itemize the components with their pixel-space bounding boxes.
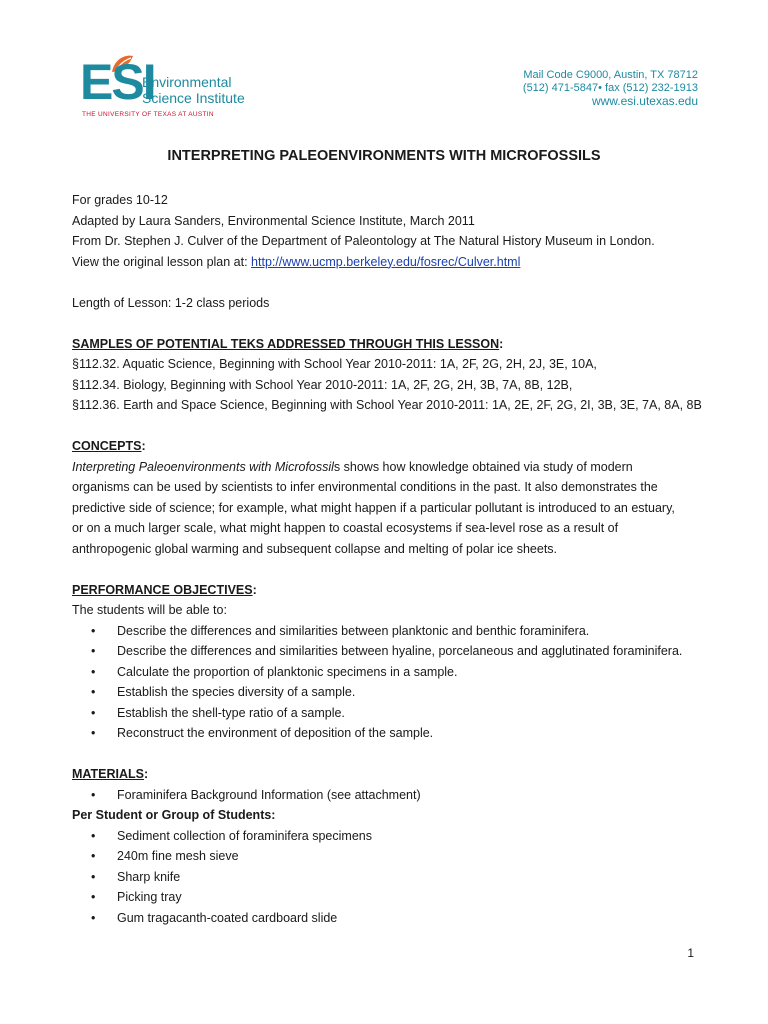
website[interactable]: www.esi.utexas.edu xyxy=(591,94,698,108)
objectives-heading: PERFORMANCE OBJECTIVES xyxy=(72,582,253,597)
concepts-line: anthropogenic global warming and subsequent collapse and melting of polar ice sheets. xyxy=(72,541,558,556)
contact-block xyxy=(523,69,698,108)
original-lesson-link[interactable]: http://www.ucmp.berkeley.edu/fosrec/Culver.html xyxy=(251,254,521,269)
concepts-line: organisms can be used by scientists to infer environmental conditions in the past. It also demonstrates the xyxy=(72,480,658,494)
list-item: • Describe the differences and similarities between planktonic and benthic foraminifera. xyxy=(91,623,590,638)
intro-adapted: Adapted by Laura Sanders, Environmental Science Institute, March 2011 xyxy=(72,213,475,228)
teks-heading: SAMPLES OF POTENTIAL TEKS ADDRESSED THROUGH THIS LESSON xyxy=(72,336,500,351)
objectives-lead: The students will be able to: xyxy=(72,603,227,617)
list-item: • Picking tray xyxy=(91,890,182,904)
list-item: • Reconstruct the environment of deposition of the sample. xyxy=(91,726,434,740)
phone-fax: (512) 471-5847• fax (512) 232-1913 xyxy=(522,82,698,94)
materials-heading-line: MATERIALS: xyxy=(72,767,149,781)
esi-logo xyxy=(80,54,280,124)
list-item: • Foraminifera Background Information (see attachment) xyxy=(91,787,421,802)
intro-grades: For grades 10-12 xyxy=(72,193,168,207)
list-item: • 240m fine mesh sieve xyxy=(91,849,239,863)
concepts-line: Interpreting Paleoenvironments with Microfossils shows how knowledge obtained via study of modern xyxy=(72,459,633,474)
page-number: 1 xyxy=(687,946,694,960)
logo-subtitle: THE UNIVERSITY OF TEXAS AT AUSTIN xyxy=(82,111,214,118)
intro-source: From Dr. Stephen J. Culver of the Department of Paleontology at The Natural History Museum in London. xyxy=(72,234,655,248)
concepts-line: or on a much larger scale, what might happen to coastal ecosystems if sea-level rose as a result of xyxy=(72,521,619,535)
list-item: • Establish the species diversity of a sample. xyxy=(91,685,356,699)
intro-view-link-line xyxy=(72,252,712,273)
view-prefix: View the original lesson plan at: xyxy=(72,254,252,269)
list-item: • Establish the shell-type ratio of a sample. xyxy=(91,705,345,720)
list-item: • Calculate the proportion of planktonic specimens in a sample. xyxy=(91,664,458,679)
objectives-heading-line: PERFORMANCE OBJECTIVES: xyxy=(72,582,257,597)
document-title: INTERPRETING PALEOENVIRONMENTS WITH MICROFOSSILS xyxy=(167,148,601,164)
logo-line-2: Science Institute xyxy=(142,90,245,106)
teks-item: §112.34. Biology, Beginning with School Year 2010-2011: 1A, 2F, 2G, 2H, 3B, 7A, 8B, 12B, xyxy=(72,377,573,392)
lesson-length: Length of Lesson: 1-2 class periods xyxy=(72,295,270,310)
materials-heading: MATERIALS xyxy=(72,767,144,781)
teks-item: §112.32. Aquatic Science, Beginning with School Year 2010-2011: 1A, 2F, 2G, 2H, 2J, 3E, 10A, xyxy=(72,357,597,371)
concepts-italic-title: Interpreting Paleoenvironments with Microfossil xyxy=(72,459,334,474)
logo-name xyxy=(142,74,245,106)
teks-item: §112.36. Earth and Space Science, Beginning with School Year 2010-2011: 1A, 2E, 2F, 2G, 2I, 3B, 3E, 7A, 8A, 8B xyxy=(72,398,702,412)
logo-line-1: Environmental xyxy=(142,74,232,90)
address: Mail Code C9000, Austin, TX 78712 xyxy=(523,69,698,81)
list-item: • Gum tragacanth-coated cardboard slide xyxy=(91,910,338,925)
concepts-heading: CONCEPTS xyxy=(72,439,142,453)
concepts-heading-line: CONCEPTS: xyxy=(72,439,146,453)
per-student-list xyxy=(72,826,712,929)
materials-list xyxy=(72,785,712,806)
list-item: • Sharp knife xyxy=(91,869,181,884)
objectives-list xyxy=(72,621,712,744)
teks-heading-line: SAMPLES OF POTENTIAL TEKS ADDRESSED THROUGH THIS LESSON: xyxy=(72,336,504,351)
per-student-heading: Per Student or Group of Students: xyxy=(72,808,276,822)
list-item: • Sediment collection of foraminifera specimens xyxy=(91,828,372,843)
list-item: • Describe the differences and similarities between hyaline, porcelaneous and agglutinated foraminifera. xyxy=(91,644,683,658)
logo-mark: ESI xyxy=(80,54,155,110)
concepts-line: predictive side of science; for example, what might happen if a particular pollutant is introduced to an estuary, xyxy=(72,500,675,515)
document-body xyxy=(72,190,712,928)
